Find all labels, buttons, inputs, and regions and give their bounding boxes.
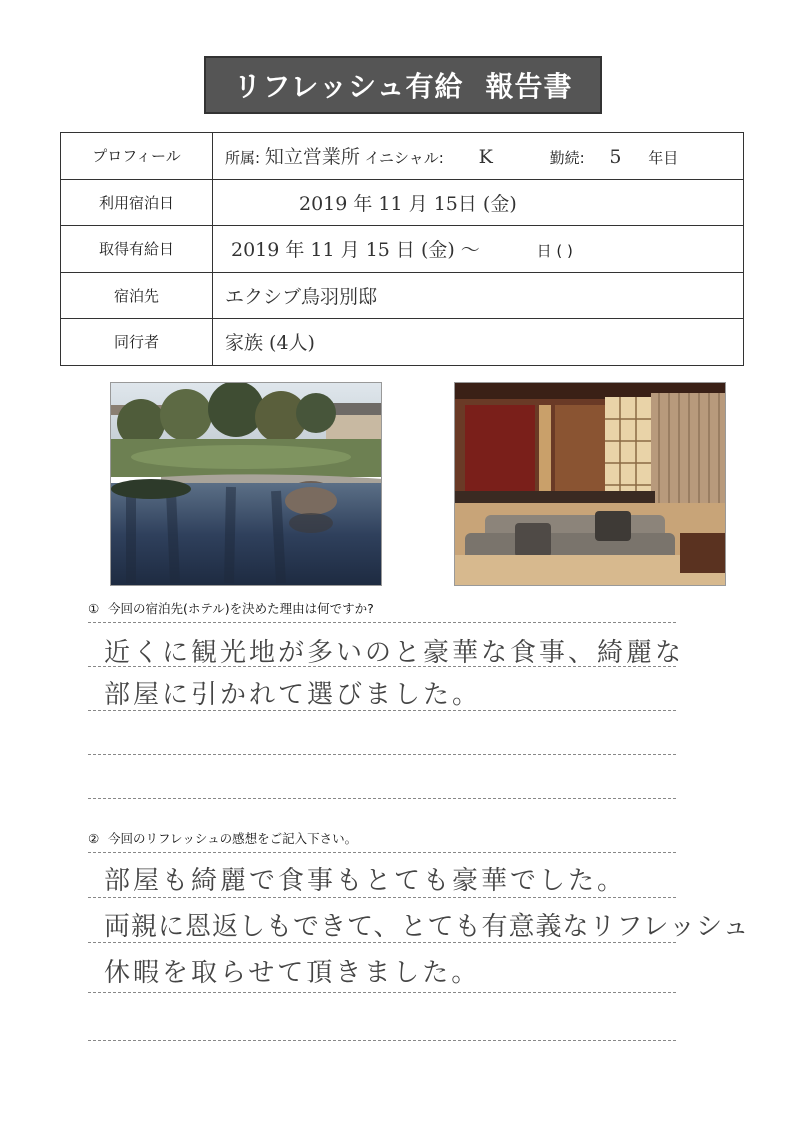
hotel-room-photo (454, 382, 726, 586)
dept-value: 知立営業所 (264, 146, 360, 169)
garden-pond-photo (110, 382, 382, 586)
answer-line (88, 992, 676, 993)
stay-date-value: 2019 年 11 月 15日 (金) (299, 192, 517, 215)
question-2 (88, 829, 357, 847)
initial-label: イニシャル: (364, 149, 444, 168)
answer-1-line-2: 部屋に引かれて選びました。 (104, 680, 482, 710)
initial-value: K (478, 146, 493, 169)
profile-table (60, 132, 744, 366)
answer-line (88, 1040, 676, 1041)
question-1 (88, 599, 374, 617)
lodging-row (61, 272, 744, 319)
answer-line (88, 897, 676, 898)
answer-2-line-2: 両親に恩返しもできて、とても有意義なリフレッシュ (104, 912, 750, 942)
companion-label: 同行者 (61, 319, 213, 366)
report-title-main: リフレッシュ有給 (233, 70, 464, 103)
question-1-text: 今回の宿泊先(ホテル)を決めた理由は何ですか? (108, 601, 374, 616)
tenure-label: 勤続: (549, 149, 585, 168)
answer-2-line-1: 部屋も綺麗で食事もとても豪華でした。 (104, 866, 627, 896)
profile-row (61, 133, 744, 180)
companion-value: 家族 (4人) (225, 332, 315, 355)
answer-line (88, 622, 676, 623)
dept-label: 所属: (225, 149, 261, 168)
report-title (204, 56, 602, 114)
answer-line (88, 798, 676, 799)
companion-row (61, 319, 744, 366)
answer-line (88, 852, 676, 853)
stay-date-label: 利用宿泊日 (61, 179, 213, 226)
question-2-text: 今回のリフレッシュの感想をご記入下さい。 (108, 831, 358, 846)
lodging-label: 宿泊先 (61, 272, 213, 319)
leave-date-value: 2019 年 11 月 15 日 (金) 〜 (231, 239, 480, 262)
stay-date-row (61, 179, 744, 226)
tenure-unit: 年目 (648, 149, 679, 168)
leave-date-end: 日 ( ) (536, 242, 573, 261)
report-title-sub: 報告書 (485, 70, 573, 103)
answer-line (88, 754, 676, 755)
question-2-number: ② (88, 831, 100, 846)
lodging-value: エクシブ鳥羽別邸 (225, 285, 378, 308)
profile-label: プロフィール (61, 133, 213, 180)
profile-value-cell (213, 133, 744, 180)
question-1-number: ① (88, 601, 100, 616)
tenure-value: 5 (609, 146, 622, 169)
answer-1-line-1: 近くに観光地が多いのと豪華な食事、綺麗な (104, 638, 685, 668)
leave-date-row (61, 226, 744, 273)
answer-2-line-3: 休暇を取らせて頂きました。 (104, 958, 481, 988)
leave-date-label: 取得有給日 (61, 226, 213, 273)
